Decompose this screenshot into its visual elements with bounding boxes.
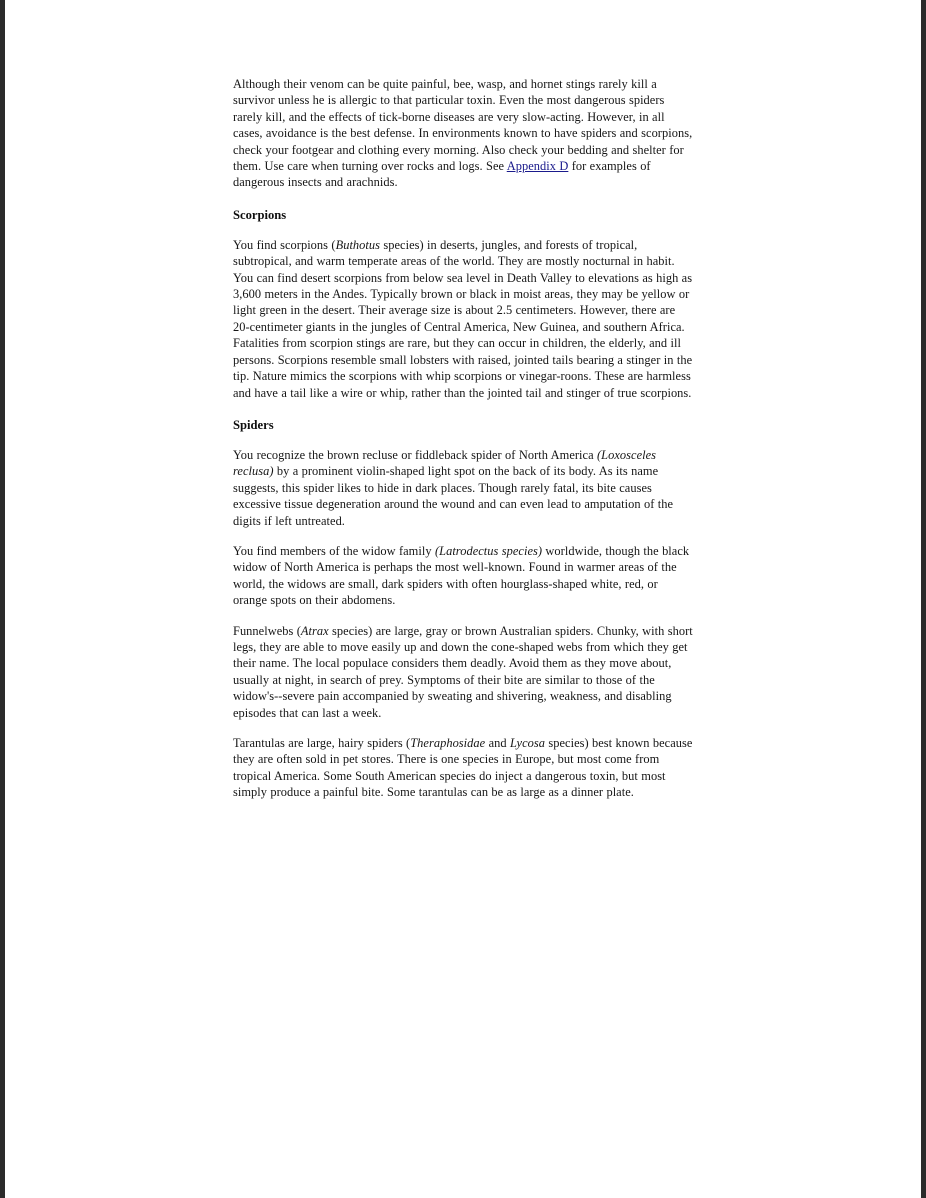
heading-scorpions: Scorpions (233, 207, 287, 222)
tarantula-text-1: Tarantulas are large, hairy spiders ( (233, 736, 411, 750)
widow-text-1: You find members of the widow family (233, 543, 435, 558)
intro-text-lead: Although their venom can be quite painful, bee, wasp, and hornet stings rarely kill a survivor unless he is allergic to that particular toxin. Even the most dangerous spiders rarely kill, and the effects of tick-borne diseases are very slow-acting. However, in all cases, avoidance is the best defense. In environments known to have spiders and scorpions, check your footgear and clothing every morning. Also check your bedding and shelter for them. Use care when turning over rocks and logs. See (233, 77, 693, 174)
paragraph-widow (233, 543, 695, 609)
paragraph-funnelweb (233, 623, 695, 721)
paragraph-intro (233, 76, 695, 191)
intro-text-tail: for examples of dangerous insects and arachnids. (233, 159, 651, 190)
scientific-name-atrax: Atrax (300, 623, 329, 638)
recluse-text-1: You recognize the brown recluse or fiddleback spider of North America (233, 447, 597, 462)
scan-edge-left (0, 0, 5, 1198)
paragraph-brown-recluse (233, 447, 695, 529)
appendix-d-link[interactable]: Appendix D (506, 159, 569, 174)
recluse-text-2: by a prominent violin-shaped light spot on the back of its body. As its name suggests, this spider likes to hide in dark places. Though rarely fatal, its bite causes excessive tissue degeneration around the wound and can even lead to amputation of the digits if left untreated. (233, 464, 674, 528)
widow-text-2: worldwide, though the black widow of North America is perhaps the most well-known. Found in warmer areas of the world, the widows are small, dark spiders with often hourglass-shaped white, red, or orange spots on their abdomens. (233, 543, 690, 608)
document-content (233, 76, 695, 815)
scorpions-text-2: species) in deserts, jungles, and forests of tropical, subtropical, and warm temperate areas of the world. They are mostly nocturnal in habit. You can find desert scorpions from below sea level in Death Valley to elevations as high as 3,600 meters in the Andes. Typically brown or black in moist areas, they may be yellow or light green in the desert. Their average size is about 2.5 centimeters. However, there are 20-centimeter giants in the jungles of Central America, New Guinea, and southern Africa. Fatalities from scorpion stings are rare, but they can occur in children, the elderly, and ill persons. Scorpions resemble small lobsters with raised, jointed tails bearing a stinger in the tip. Nature mimics the scorpions with whip scorpions or vinegar-roons. These are harmless and have a tail like a wire or whip, rather than the jointed tail and stinger of true scorpions. (233, 237, 693, 400)
scan-edge-right (921, 0, 926, 1198)
paragraph-tarantula (233, 735, 695, 801)
funnelweb-text-1: Funnelwebs ( (233, 623, 301, 638)
scientific-name-loxosceles-reclusa: (Loxosceles reclusa) (233, 447, 657, 479)
tarantula-text-3: species) best known because they are often sold in pet stores. There is one species in Europe, but most come from tropical America. Some South American species do inject a dangerous toxin, but most simply produce a painful bite. Some tarantulas can be as large as a dinner plate. (233, 736, 693, 800)
scientific-name-latrodectus: (Latrodectus species) (434, 543, 543, 558)
scientific-name-lycosa: Lycosa (509, 736, 546, 750)
scorpions-text-1: You find scorpions ( (233, 237, 336, 252)
paragraph-scorpions (233, 237, 695, 401)
funnelweb-text-2: species) are large, gray or brown Australian spiders. Chunky, with short legs, they are able to move easily up and down the cone-shaped webs from which they get their name. The local populace considers them deadly. Avoid them as they move about, usually at night, in search of prey. Symptoms of their bite are similar to those of the widow's--severe pain accompanied by sweating and shivering, weakness, and disabling episodes that can last a week. (233, 623, 693, 720)
scientific-name-theraphosidae: Theraphosidae (410, 736, 486, 750)
tarantula-text-2: and (485, 736, 510, 750)
heading-spiders: Spiders (233, 417, 274, 432)
scientific-name-buthotus: Buthotus (335, 237, 381, 252)
